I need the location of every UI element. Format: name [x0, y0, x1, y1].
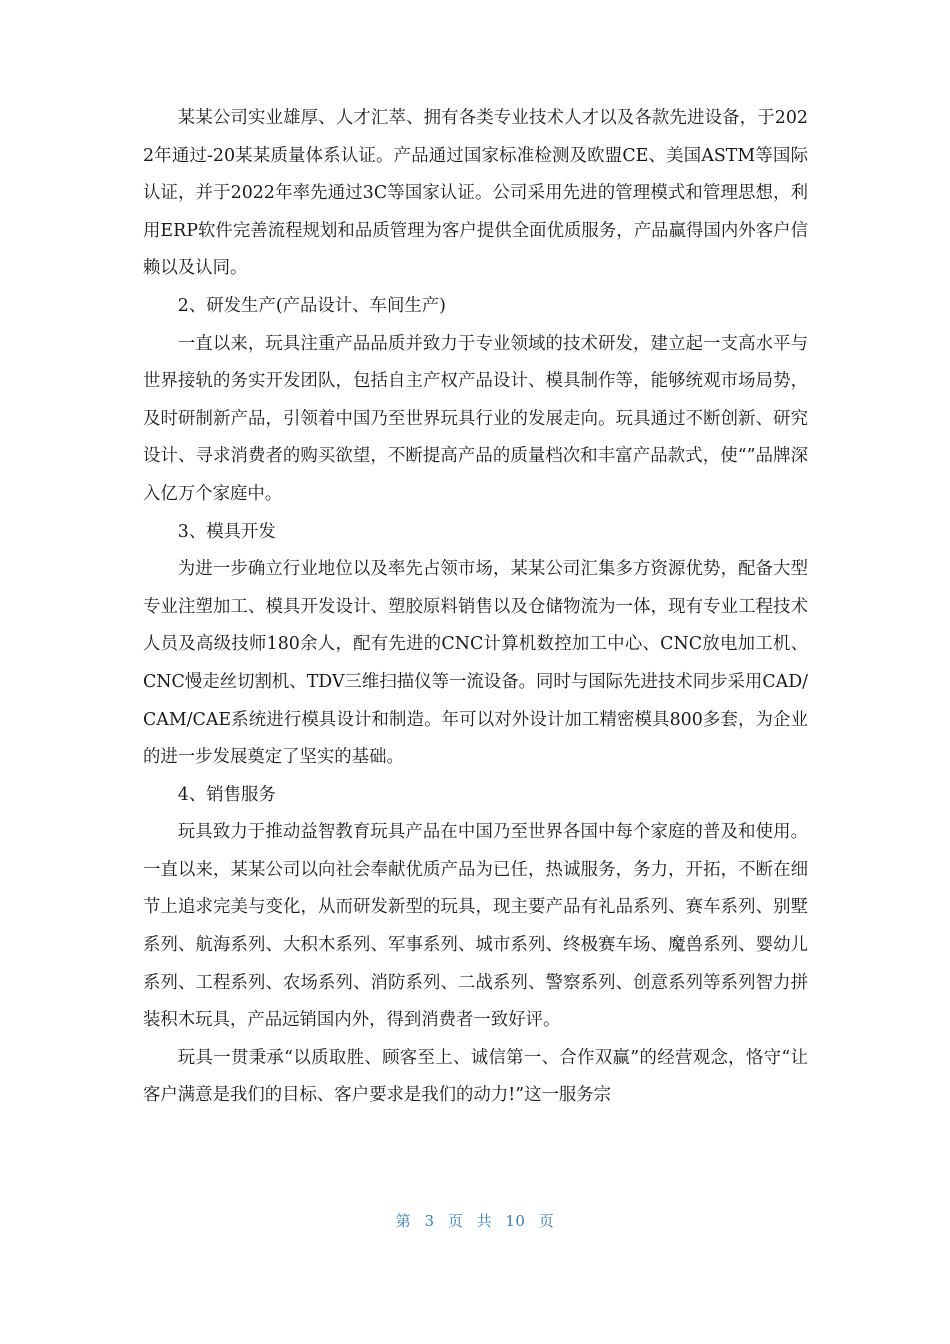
section-heading-sales-service: 4、销售服务 [177, 784, 276, 805]
paragraph-company-strength: 某某公司实业雄厚、人才汇萃、拥有各类专业技术人才以及各款先进设备，于2022年通过-20某某质量体系认证。产品通过国家标准检测及欧盟CE、美国ASTM等国际认证，并于2022年率先通过3C等国家认证。公司采用先进的管理模式和管理思想，利用ERP软件完善流程规划和品质管理为客户提供全面优质服务，产品赢得国内外客户信赖以及认同。 [143, 108, 808, 279]
paragraph-sales-service: 玩具致力于推动益智教育玩具产品在中国乃至世界各国中每个家庭的普及和使用。一直以来，某某公司以向社会奉献优质产品为已任，热诚服务，务力，开拓，不断在细节上追求完美与变化，从而研发新型的玩具，现主要产品有礼品系列、赛车系列、别墅系列、航海系列、大积木系列、军事系列、城市系列、终极赛车场、魔兽系列、婴幼儿系列、工程系列、农场系列、消防系列、二战系列、警察系列、创意系列等系列智力拼装积木玩具，产品远销国内外，得到消费者一致好评。 [143, 822, 808, 1031]
document-body [143, 100, 808, 1115]
section-heading-mold-development: 3、模具开发 [177, 521, 276, 542]
paragraph-business-philosophy: 玩具一贯秉承“以质取胜、顾客至上、诚信第一、合作双赢”的经营观念，恪守“让客户满意是我们的目标、客户要求是我们的动力!”这一服务宗 [143, 1047, 808, 1106]
page-number-footer: 第 3 页 共 10 页 [395, 1212, 555, 1230]
section-heading-rd-production: 2、研发生产(产品设计、车间生产) [177, 295, 446, 316]
paragraph-rd-production: 一直以来，玩具注重产品品质并致力于专业领域的技术研发，建立起一支高水平与世界接轨的务实开发团队，包括自主产权产品设计、模具制作等，能够统观市场局势，及时研制新产品，引领着中国乃至世界玩具行业的发展走向。玩具通过不断创新、研究设计、寻求消费者的购买欲望，不断提高产品的质量档次和丰富产品款式，使“”品牌深入亿万个家庭中。 [143, 333, 808, 504]
paragraph-mold-development: 为进一步确立行业地位以及率先占领市场，某某公司汇集多方资源优势，配备大型专业注塑加工、模具开发设计、塑胶原料销售以及仓储物流为一体，现有专业工程技术人员及高级技师180余人，配有先进的CNC计算机数控加工中心、CNC放电加工机、CNC慢走丝切割机、TDV三维扫描仪等一流设备。同时与国际先进技术同步采用CAD/CAM/CAE系统进行模具设计和制造。年可以对外设计加工精密模具800多套，为企业的进一步发展奠定了坚实的基础。 [143, 559, 808, 768]
